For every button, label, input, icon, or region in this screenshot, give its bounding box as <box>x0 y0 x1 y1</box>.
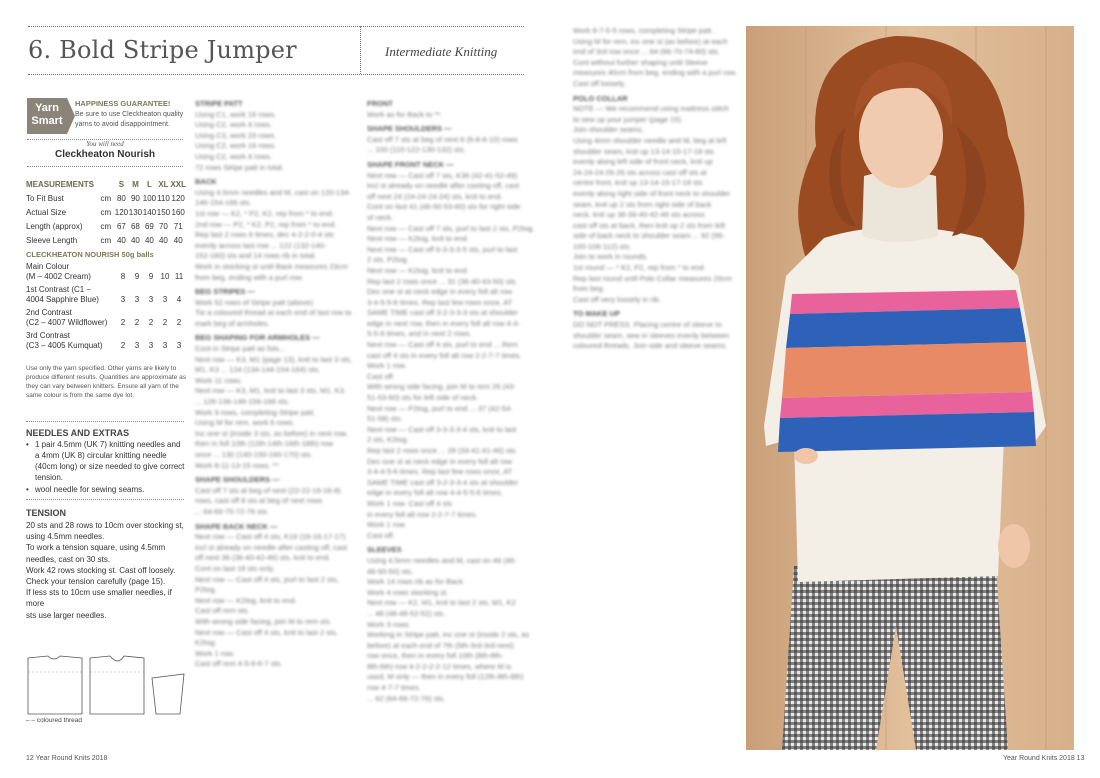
colour-code: (C3 – 4005 Kumquat) <box>26 341 103 350</box>
cell: 2 <box>176 318 182 327</box>
table-row <box>26 262 186 285</box>
cell: 40 <box>158 235 168 245</box>
cell: 2 <box>120 318 126 327</box>
skill-level: Intermediate Knitting <box>385 44 498 59</box>
tension-heading: TENSION <box>26 508 67 518</box>
colour-name: 1st Contrast (C1 – <box>26 285 91 294</box>
back-schematic <box>28 656 82 714</box>
size-label: XXL <box>170 180 186 190</box>
tension-line: If less sts to 10cm use smaller needles, if more <box>26 588 172 609</box>
tension-line: Work 42 rows stocking st. Cast off loosely. <box>26 565 176 575</box>
cell: 40 <box>173 235 183 245</box>
needles-list <box>26 439 186 496</box>
sleeve-schematic <box>152 674 184 714</box>
cell: 3 <box>120 295 126 304</box>
divider <box>26 499 184 500</box>
cell: 9 <box>134 272 140 281</box>
cell: 67 <box>116 221 126 231</box>
pattern-column-1: STRIPE PATT Using C1, work 16 rows. Using C2, work 4 rows. Using C3, work 20 rows. Using C2, work 16 rows. Using C2, work 4 rows. 72 rows Stripe patt in total. BACK Using 4.5mm needles and M, cast on 120-134- 146-154-166 sts. 1st row — K2, * P2, K2, rep from * to end. 2nd row — P2, * K2, P2, rep from * to end. Rep last 2 rows 6 times, dec 4-2-2-0-4 sts evenly across last row ... 122 (132-140- 152-160) sts and 14 rows rib in total. Work in stocking st until Back measures 23cm from beg, ending with a purl row. BEG STRIPES — Work 52 rows of Stripe patt (above). Tie a coloured thread at each end of last row to mark beg of armholes. BEG SHAPING FOR ARMHOLES — Cont in Stripe patt as fols... Next row — K3, M1 (page 13), knit to last 3 sts, M1, K3 ... 124 (134-144-154-164) sts. Work 11 rows. Next row — K3, M1, knit to last 3 sts, M1, K3. ... 126-136-146-156-166 sts. Work 9 rows, completing Stripe patt. Using M for rem, work 6 rows. Inc one st (inside 3 sts, as before) in next row, then in foll 10th (12th-14th-16th-18th) row once ... 130 (140-150-160-170) sts. Work 8-11-13-15 rows. ** SHAPE SHOULDERS — Cast off 7 sts at beg of next (22-22-16-16-8) rows, cast off 8 sts at beg of next rows ... 64-66-70-72-76 sts. SHAPE BACK NECK — Next row — Cast off 4 sts, K16 (16-16-17-17) incl st already on needle after casting off, cast off next 36 (36-40-42-46) sts, knit to end. Cont on last 18 sts only. Next row — Cast off 4 sts, purl to last 2 sts, P2tog. Next row — K2tog, knit to end. Cast off rem sts. With wrong side facing, join M to rem sts. Next row — Cast off 4 sts, knit to last 2 sts, K2tog. Work 1 row. Cast off rem 4-5-6-6-7 sts. <box>195 99 353 669</box>
size-label: L <box>146 180 152 190</box>
colour-code: (C2 – 4007 Wildflower) <box>26 318 108 327</box>
folio-left: 12 Year Round Knits 2018 <box>26 755 108 762</box>
tension-line: 20 sts and 28 rows to 10cm over stocking st, <box>26 521 184 530</box>
table-row <box>26 192 186 206</box>
badge-arrow-icon <box>67 98 75 134</box>
cell: 8 <box>120 272 126 281</box>
colour-code: (M – 4002 Cream) <box>26 272 91 281</box>
tension-line: sts use larger needles. <box>26 610 107 620</box>
yarn-name: Cleckheaton Nourish <box>54 149 156 160</box>
cell: 3 <box>134 295 140 304</box>
list-item: • 1 pair 4.5mm (UK 7) knitting needles and a 4mm (UK 8) circular knitting needle (40cm long) or size needed to give correct tension. <box>26 439 186 483</box>
tension-line: needles, cast on 30 sts. <box>26 554 111 564</box>
size-label: XL <box>158 180 169 190</box>
row-unit: cm <box>100 221 112 231</box>
measurements-table <box>26 178 186 247</box>
cell: 40 <box>116 235 126 245</box>
table-row <box>26 308 186 331</box>
colour-name: 2nd Contrast <box>26 308 72 317</box>
diagram-legend: – – coloured thread <box>26 717 83 724</box>
list-item: • wool needle for sewing seams. <box>26 484 186 495</box>
cell: 3 <box>162 295 168 304</box>
cell: 2 <box>162 318 168 327</box>
guarantee-text: Be sure to use Cleckheaton quality yarns to avoid disappointment. <box>75 111 184 128</box>
cell: 69 <box>144 221 154 231</box>
header-rule-bottom <box>28 74 524 75</box>
colour-quantities-table <box>26 262 186 354</box>
colour-name: Main Colour <box>26 262 70 271</box>
size-label: S <box>118 180 125 190</box>
face <box>859 84 943 188</box>
pattern-column-3: Work 8-7-5-5 rows, completing Stripe patt. Using M for rem, inc one st (as before) at each end of 3rd row once ... 64 (66-70-74-80) sts. Cont without further shaping until Sleeve measures 40cm from beg, ending with a purl row. Cast off loosely. POLO COLLAR NOTE — We recommend using mattress stitch to sew up your jumper (page 15). Join shoulder seams. Using 4mm shoulder needle and M, beg at left shoulder seam, knit up 13-14-15-17-18 sts evenly along left side of front neck, knit up 24-24-24-26-26 sts across cast off sts at centre front, knit up 13-14-15-17-18 sts evenly along right side of front neck to shoulder seam, knit up 2 sts from right side of back neck, knit up 36-36-40-42-46 sts across cast off sts at back, then knit up 2 sts from left side of back neck to shoulder seam ... 92 (96- 100-106-112) sts. Join to work in rounds. 1st round — * K2, P2, rep from * to end. Rep last round until Polo Collar measures 20cm from beg. Cast off very loosely in rib. TO MAKE UP DO NOT PRESS. Placing centre of sleeve to shoulder seam, sew in sleeves evenly between coloured threads. Join side and sleeve seams. <box>573 26 737 351</box>
cell: 100 <box>142 194 157 204</box>
model-photo <box>746 26 1074 750</box>
cell: 4 <box>176 295 182 304</box>
measurements-header-row <box>26 178 186 192</box>
tension-text <box>26 520 188 621</box>
table-row <box>26 206 186 220</box>
cell: 3 <box>148 295 154 304</box>
guarantee-title: HAPPINESS GUARANTEE! <box>75 99 171 108</box>
tension-line: To work a tension square, using 4.5mm <box>26 543 166 553</box>
cell: 3 <box>176 341 182 350</box>
measurements-heading: MEASUREMENTS <box>26 180 95 190</box>
cell: 2 <box>134 318 140 327</box>
sweater-stripes <box>778 290 1036 452</box>
cell: 2 <box>120 341 126 350</box>
cell: 160 <box>171 207 185 217</box>
yarn-note: Use only the yarn specified. Other yarns are likely to produce different results. Quantities are approximate as they can vary between knitters. Ensure all yarn of the same colour is from the same dye lot. <box>26 365 186 399</box>
header-divider <box>360 26 361 74</box>
badge-line-1: Yarn <box>35 102 59 114</box>
divider <box>26 421 184 422</box>
cell: 71 <box>173 221 183 231</box>
cell: 2 <box>148 318 154 327</box>
colour-code: 4004 Sapphire Blue) <box>26 295 99 304</box>
colour-name: 3rd Contrast <box>26 331 71 340</box>
tension-line: Check your tension carefully (page 15). <box>26 577 166 587</box>
cell: 3 <box>134 341 140 350</box>
row-label: Actual Size <box>26 207 67 217</box>
row-unit: cm <box>100 194 112 204</box>
cell: 3 <box>148 341 154 350</box>
garment-schematic <box>26 652 192 716</box>
cell: 150 <box>156 207 171 217</box>
hand <box>998 524 1030 568</box>
row-unit: cm <box>100 235 112 245</box>
cell: 130 <box>128 207 143 217</box>
tension-line: using 4.5mm needles. <box>26 532 105 542</box>
row-unit: cm <box>100 207 112 217</box>
folio-right: Year Round Knits 2018 13 <box>1003 755 1085 762</box>
cell: 3 <box>162 341 168 350</box>
pattern-column-2: FRONT Work as for Back to **. SHAPE SHOULDERS — Cast off 7 sts at beg of next 6 (6-8-8-10) rows ... 100 (110-122-130-132) sts. SHAPE FRONT NECK — Next row — Cast off 7 sts, K36 (42-41-52-49) incl st already on needle after casting off, cast off next 24 (24-24-24-24) sts, knit to end. Cont on last 41 (46-50-53-60) sts for right side of neck. Next row — Cast off 7 sts, purl to last 2 sts, P2tog. Next row — K2tog, knit to end. Next row — Cast off 6-3-3-3-5 sts, purl to last 2 sts, P2tog. Next row — K2tog, knit to end. Rep last 2 rows once ... 31 (36-40-43-50) sts. Dec one st at neck edge in every foll alt row 3-4-5-5-6 times. Rep last few rows once, AT SAME TIME cast off 3-2-3-3-3 sts at shoulder edge in next row, then in every foll alt row 4-4- 5-5-6 times, and in next 2 rows. Next row — Cast off 4 sts, purl to end ... Rem cast off 4 sts in every foll alt row 2-2-7-7 times. Work 1 row. Cast off. With wrong side facing, join M to rem 26 (43- 51-53-60) sts for left side of neck. Next row — P2tog, purl to end ... 37 (42-54- 51-58) sts. Next row — Cast off 3-3-3-3-4 sts, knit to last 2 sts, K2tog. Rep last 2 rows once ... 28 (33-41-41-46) sts. Dec one st at neck edge in every foll alt row 3-4-4-5-6 times. Rep last few rows once, AT SAME TIME cast off 3-2-3-3-4 sts at shoulder edge in every foll alt row 4-4-5-5-6 times. Work 1 row. Cast off 4 sts in every foll alt row 2-2-7-7 times. Work 1 row. Cast off. SLEEVES Using 4.5mm needles and M, cast on 46 (46- 46-50-50) sts. Work 14 rows rib as for Back. Work 4 rows stocking st. Next row — K2, M1, knit to last 2 sts, M1, K2 ... 48 (48-48-52-52) sts. Work 3 rows. Working in Stripe patt, inc one st (inside 2 sts, as before) at each end of 7th (5th-3rd-3rd-next) row once, then in every foll 10th (8th-8th- 8th-6th) row 4-2-2-2-2-12 times, where M is used, M only — then in every foll (12th-8th-8th) row 4-7-7 times. ... 62 (64-66-72-76) sts. <box>367 99 535 703</box>
table-row <box>26 331 186 354</box>
cell: 70 <box>158 221 168 231</box>
front-schematic <box>90 656 144 714</box>
cell: 110 <box>157 194 170 204</box>
divider <box>27 166 183 167</box>
badge-line-2: Smart <box>31 115 63 127</box>
row-label: To Fit Bust <box>26 194 64 204</box>
cell: 9 <box>148 272 154 281</box>
row-label: Sleeve Length <box>26 235 78 245</box>
page-title: 6. Bold Stripe Jumper <box>28 36 297 64</box>
cell: 90 <box>130 194 140 204</box>
table-row <box>26 219 186 233</box>
cell: 140 <box>142 207 157 217</box>
header-rule-top <box>28 26 524 27</box>
cell: 40 <box>130 235 140 245</box>
table-row <box>26 285 186 308</box>
cell: 11 <box>174 272 184 281</box>
row-label: Length (approx) <box>26 221 83 231</box>
table-row <box>26 233 186 247</box>
balls-heading: CLECKHEATON NOURISH 50g balls <box>26 250 154 259</box>
you-will-need-label: You will need <box>86 140 124 148</box>
cell: 68 <box>130 221 140 231</box>
cell: 40 <box>144 235 154 245</box>
needles-heading: NEEDLES AND EXTRAS <box>26 428 130 438</box>
cell: 10 <box>160 272 170 281</box>
cell: 120 <box>114 207 129 217</box>
cell: 80 <box>116 194 126 204</box>
cell: 120 <box>171 194 185 204</box>
yarn-smart-badge <box>27 98 67 134</box>
size-label: M <box>132 180 139 190</box>
